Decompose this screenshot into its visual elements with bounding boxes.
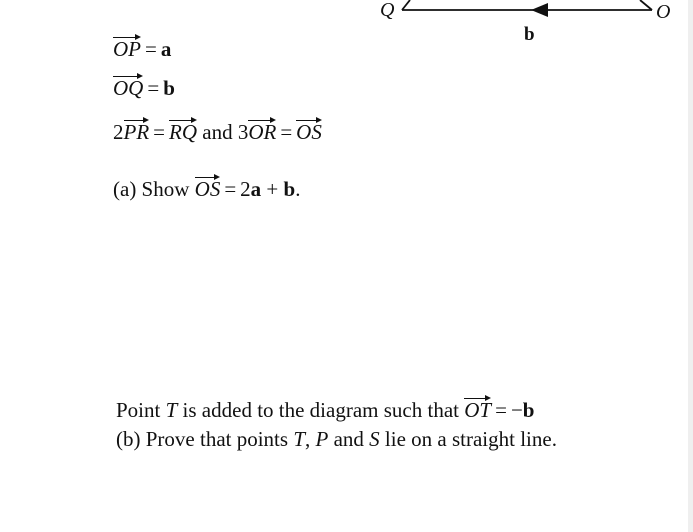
vector-or: OR xyxy=(248,120,277,144)
point-o-label: O xyxy=(656,1,671,23)
arrowhead-b xyxy=(531,3,548,17)
vector-op: OP xyxy=(113,37,141,61)
vector-diagram xyxy=(0,0,693,40)
given-oq: OQ = b xyxy=(113,76,175,100)
vector-a: a xyxy=(160,37,172,61)
vector-rq: RQ xyxy=(169,120,197,144)
vector-os-a: OS xyxy=(194,177,221,201)
given-op: OP = a xyxy=(113,37,172,61)
part-a: (a) Show OS = 2a + b. xyxy=(113,177,301,201)
vector-pr: PR xyxy=(123,120,150,144)
point-q-label: Q xyxy=(380,0,395,21)
vector-b: b xyxy=(163,76,175,100)
part-b-question: (b) Prove that points T, P and S lie on a straight line. xyxy=(116,427,557,451)
line-q-upper xyxy=(402,0,410,10)
vector-b-label: b xyxy=(524,24,535,45)
page-edge xyxy=(688,0,693,532)
vector-os: OS xyxy=(296,120,322,144)
part-b-intro: Point T is added to the diagram such that OT = −b xyxy=(116,398,535,422)
line-o-upper xyxy=(640,0,652,10)
vector-ot: OT xyxy=(464,398,492,422)
given-relation: 2PR = RQ and 3OR = OS xyxy=(113,120,322,144)
vector-oq: OQ xyxy=(113,76,144,100)
